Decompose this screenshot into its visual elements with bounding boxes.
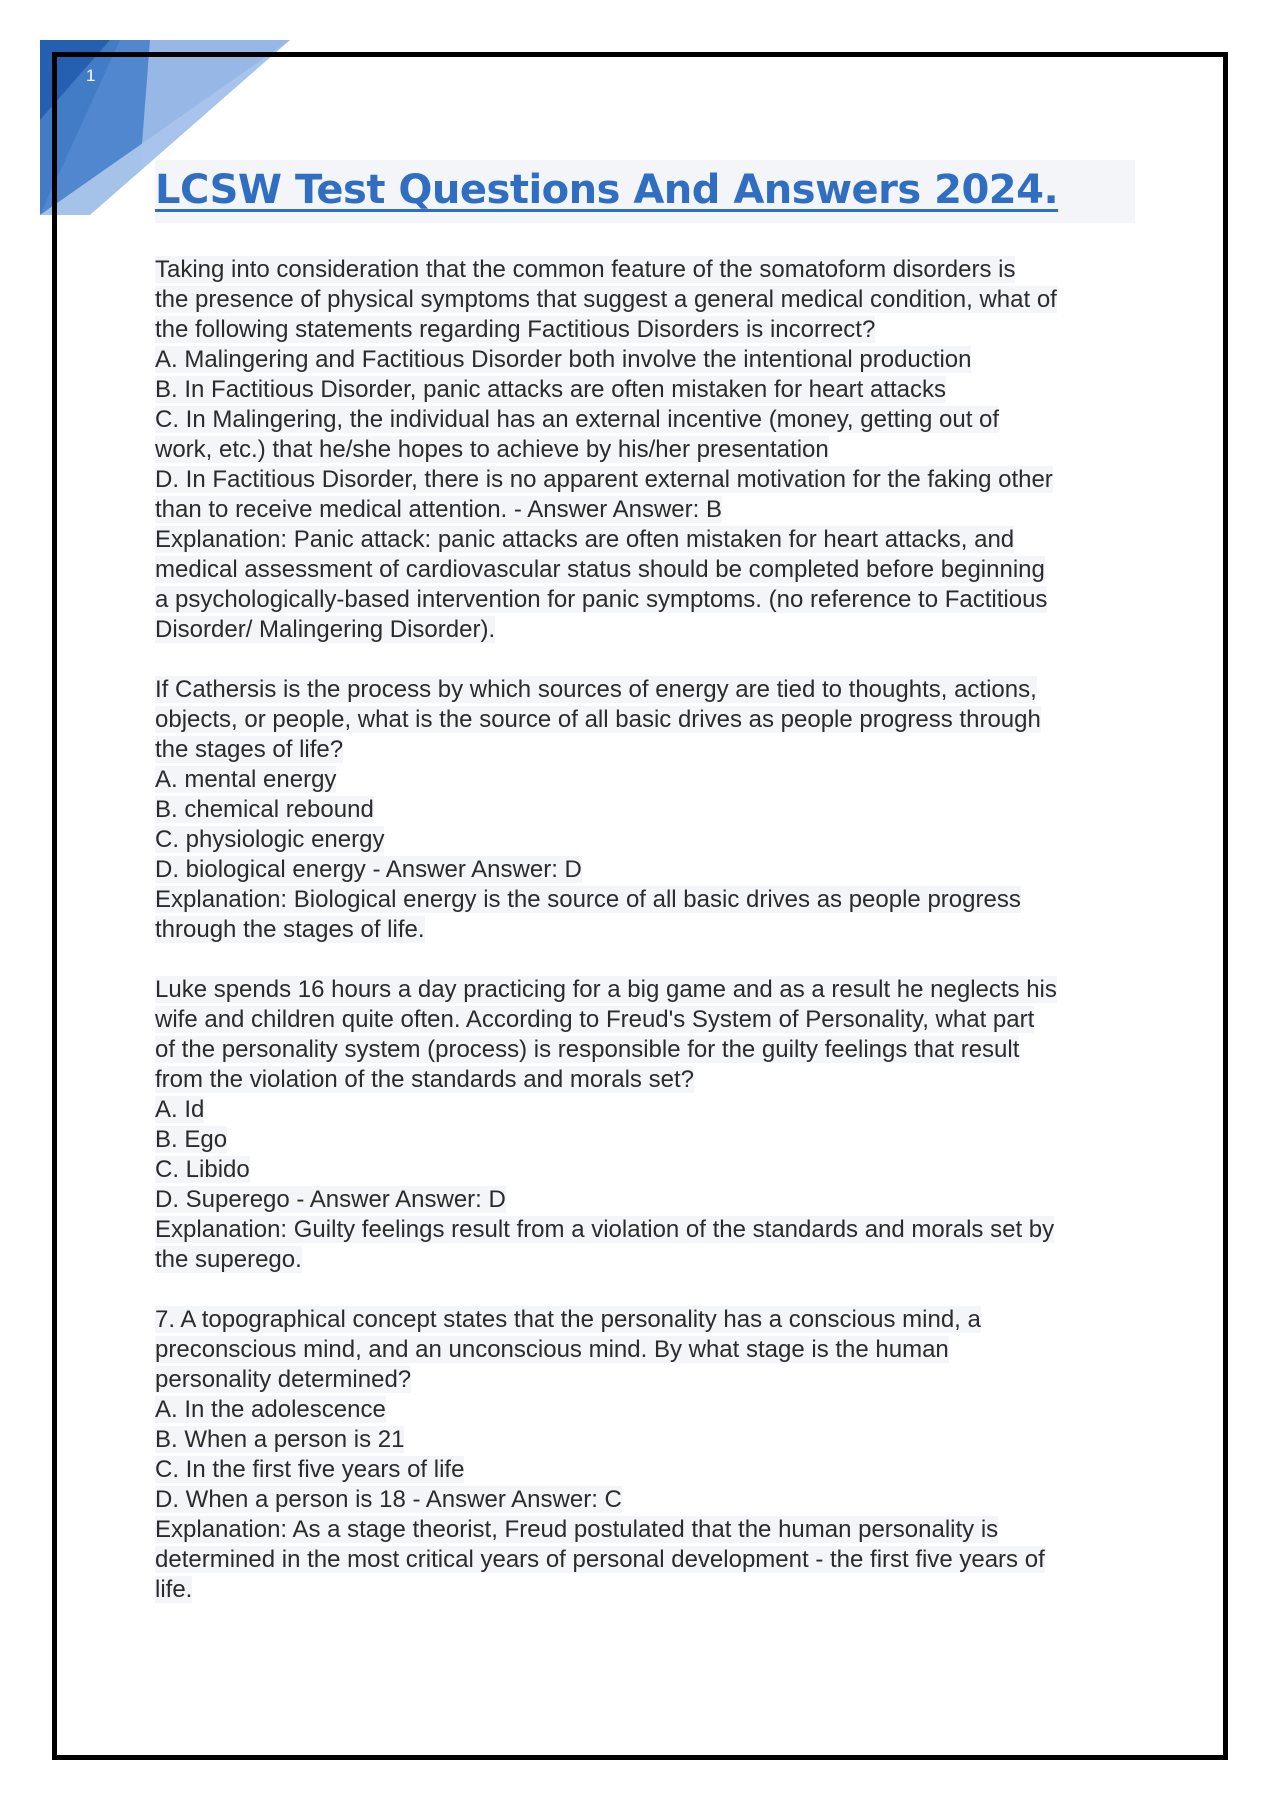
question-line-text: A. Malingering and Factitious Disorder both involve the intentional production (155, 346, 972, 373)
question-line-text: A. mental energy (155, 766, 337, 793)
question-line (155, 1035, 1135, 1065)
question-line (155, 1515, 1135, 1545)
question-line-text: medical assessment of cardiovascular status should be completed before beginning (155, 556, 1045, 583)
question-line-text: B. Ego (155, 1126, 228, 1153)
question-line (155, 405, 1135, 435)
question-line (155, 975, 1135, 1005)
question-line-text: If Cathersis is the process by which sources of energy are tied to thoughts, actions, (155, 676, 1037, 703)
question-line-text: Explanation: Panic attack: panic attacks are often mistaken for heart attacks, and (155, 526, 1015, 553)
question-line-text: through the stages of life. (155, 916, 425, 943)
question-line (155, 1365, 1135, 1395)
question-line-text: D. When a person is 18 - Answer Answer: C (155, 1486, 622, 1513)
question-line (155, 1305, 1135, 1335)
question-line-text: D. Superego - Answer Answer: D (155, 1186, 506, 1213)
question-line (155, 1245, 1135, 1275)
question-line (155, 585, 1135, 615)
question-line-text: A. Id (155, 1096, 205, 1123)
question-line-text: the following statements regarding Factitious Disorders is incorrect? (155, 316, 876, 343)
question-line-text: Explanation: Biological energy is the source of all basic drives as people progress (155, 886, 1021, 913)
question-block (155, 255, 1135, 645)
question-line (155, 765, 1135, 795)
page-number: 1 (86, 66, 96, 85)
question-line-text: Luke spends 16 hours a day practicing for a big game and as a result he neglects his (155, 976, 1057, 1003)
question-line (155, 825, 1135, 855)
question-line-text: Disorder/ Malingering Disorder). (155, 616, 496, 643)
question-line-text: determined in the most critical years of personal development - the first five years of (155, 1546, 1045, 1573)
question-line-text: 7. A topographical concept states that the personality has a conscious mind, a (155, 1306, 981, 1333)
question-line (155, 315, 1135, 345)
question-line (155, 855, 1135, 885)
question-line-text: from the violation of the standards and morals set? (155, 1066, 694, 1093)
question-line-text: of the personality system (process) is responsible for the guilty feelings that result (155, 1036, 1020, 1063)
question-block (155, 675, 1135, 945)
question-line-text: B. chemical rebound (155, 796, 374, 823)
question-line-text: the superego. (155, 1246, 302, 1273)
question-line-text: D. biological energy - Answer Answer: D (155, 856, 582, 883)
question-line (155, 1215, 1135, 1245)
question-line (155, 1425, 1135, 1455)
question-line-text: Explanation: As a stage theorist, Freud postulated that the human personality is (155, 1516, 999, 1543)
question-line-text: C. physiologic energy (155, 826, 385, 853)
question-line (155, 885, 1135, 915)
question-line-text: a psychologically-based intervention for panic symptoms. (no reference to Factitious (155, 586, 1048, 613)
question-line (155, 1065, 1135, 1095)
question-line (155, 1185, 1135, 1215)
question-line (155, 1575, 1135, 1605)
question-line-text: work, etc.) that he/she hopes to achieve by his/her presentation (155, 436, 829, 463)
question-line (155, 1485, 1135, 1515)
question-line (155, 1335, 1135, 1365)
question-block (155, 1305, 1135, 1605)
document-title: LCSW Test Questions And Answers 2024. (155, 160, 1135, 223)
question-list (155, 255, 1135, 1605)
question-line (155, 495, 1135, 525)
question-line (155, 375, 1135, 405)
question-line-text: B. In Factitious Disorder, panic attacks are often mistaken for heart attacks (155, 376, 947, 403)
question-line-text: life. (155, 1576, 193, 1603)
question-line-text: the stages of life? (155, 736, 344, 763)
question-line (155, 525, 1135, 555)
question-line (155, 1395, 1135, 1425)
question-line (155, 1125, 1135, 1155)
question-line-text: D. In Factitious Disorder, there is no apparent external motivation for the faking other (155, 466, 1053, 493)
question-line-text: C. In the first five years of life (155, 1456, 465, 1483)
question-line-text: Explanation: Guilty feelings result from a violation of the standards and morals set by (155, 1216, 1055, 1243)
question-line (155, 1155, 1135, 1185)
question-line-text: C. Libido (155, 1156, 250, 1183)
document-body (155, 160, 1135, 1605)
question-line (155, 615, 1135, 645)
question-line-text: the presence of physical symptoms that suggest a general medical condition, what of (155, 286, 1057, 313)
question-line-text: personality determined? (155, 1366, 412, 1393)
question-line-text: than to receive medical attention. - Answer Answer: B (155, 496, 722, 523)
question-line (155, 285, 1135, 315)
question-line (155, 795, 1135, 825)
question-line (155, 465, 1135, 495)
question-line (155, 255, 1135, 285)
question-line (155, 675, 1135, 705)
question-line-text: wife and children quite often. According to Freud's System of Personality, what part (155, 1006, 1035, 1033)
question-line-text: B. When a person is 21 (155, 1426, 405, 1453)
question-line (155, 1095, 1135, 1125)
question-block (155, 975, 1135, 1275)
question-line (155, 555, 1135, 585)
question-line (155, 915, 1135, 945)
question-line-text: objects, or people, what is the source of all basic drives as people progress through (155, 706, 1041, 733)
question-line (155, 705, 1135, 735)
question-line-text: A. In the adolescence (155, 1396, 386, 1423)
question-line-text: C. In Malingering, the individual has an external incentive (money, getting out of (155, 406, 1000, 433)
question-line (155, 1005, 1135, 1035)
question-line (155, 435, 1135, 465)
question-line (155, 735, 1135, 765)
question-line-text: Taking into consideration that the common feature of the somatoform disorders is (155, 256, 1016, 283)
question-line-text: preconscious mind, and an unconscious mind. By what stage is the human (155, 1336, 949, 1363)
question-line (155, 345, 1135, 375)
question-line (155, 1455, 1135, 1485)
question-line (155, 1545, 1135, 1575)
